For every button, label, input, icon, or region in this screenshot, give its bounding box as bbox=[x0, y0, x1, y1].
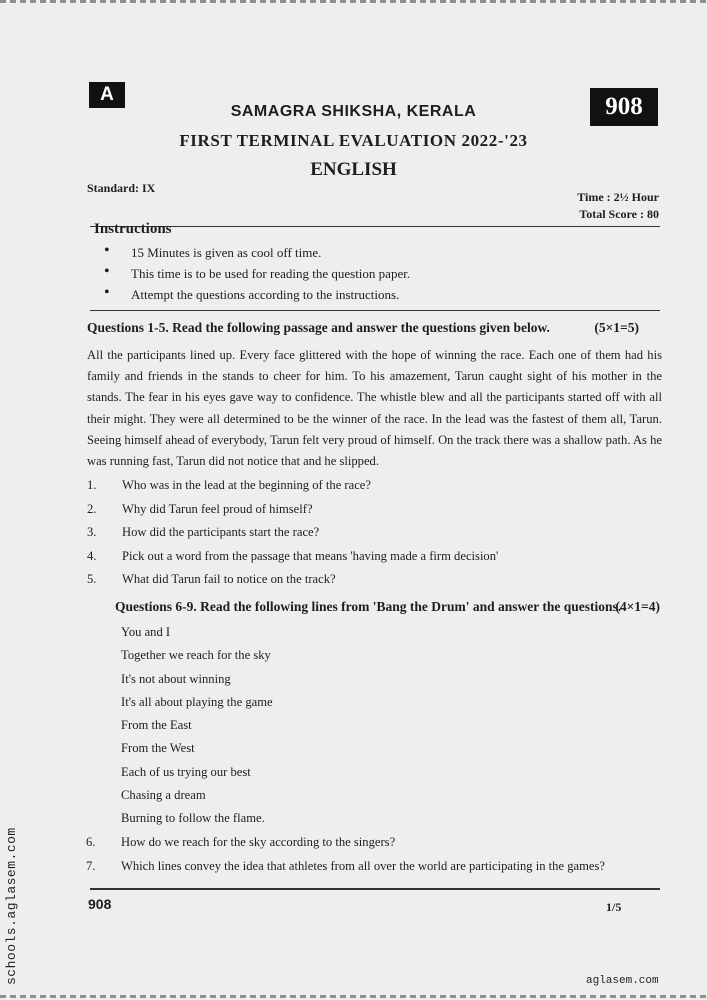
poem-line: From the East bbox=[121, 718, 192, 733]
question-item bbox=[87, 522, 498, 546]
question-text: How do we reach for the sky according to the singers? bbox=[121, 835, 396, 849]
poem-line: It's all about playing the game bbox=[121, 694, 273, 709]
question-item bbox=[86, 832, 605, 856]
question-item bbox=[87, 475, 498, 499]
instructions-heading: Instructions bbox=[94, 221, 172, 237]
poem-line: Chasing a dream bbox=[121, 788, 206, 803]
question-text: Who was in the lead at the beginning of the race? bbox=[122, 478, 371, 492]
instructions-divider bbox=[90, 310, 660, 311]
standard-label: Standard: IX bbox=[87, 181, 156, 195]
organization-title: SAMAGRA SHIKSHA, KERALA bbox=[230, 103, 477, 120]
question-item bbox=[87, 499, 498, 523]
question-number: 5. bbox=[87, 572, 97, 586]
instruction-item: • Attempt the questions according to the instructions. bbox=[104, 284, 410, 305]
reading-passage: All the participants lined up. Every face glittered with the hope of winning the race. Each one of them had his family and friends in the stands to cheer for him. To his amazement, Tarun caught sight of his mother in the stands. The fear in his eyes gave way to confidence. The whistle blew and all the participants started off with all their might. They were all determined to be the winner of the race. In the lead was the fastest of them all, Tarun. Seeing himself ahead of everybody, Tarun felt very proud of himself. On the track there was a shallow path. As he was running fast, Tarun did not notice that and he slipped. bbox=[87, 348, 662, 469]
question-item bbox=[86, 856, 605, 880]
question-text: Pick out a word from the passage that means 'having made a firm decision' bbox=[122, 548, 499, 563]
question-paper-code: 908 bbox=[590, 88, 658, 126]
instruction-item: • This time is to be used for reading the question paper. bbox=[104, 263, 410, 284]
instructions-list bbox=[104, 242, 410, 305]
top-edge-marks bbox=[0, 0, 707, 3]
side-watermark: schools.aglasem.com bbox=[4, 827, 19, 985]
question-text: What did Tarun fail to notice on the track? bbox=[122, 572, 336, 586]
question-number: 7. bbox=[86, 858, 96, 873]
footer-divider bbox=[90, 888, 660, 890]
footer-paper-code: 908 bbox=[88, 896, 112, 912]
section2-heading-row bbox=[115, 599, 660, 615]
series-label: A bbox=[89, 82, 125, 108]
poem-line: Each of us trying our best bbox=[121, 764, 251, 779]
question-text: Why did Tarun feel proud of himself? bbox=[122, 501, 313, 516]
header-divider bbox=[90, 226, 660, 227]
section1-heading: Questions 1-5. Read the following passage and answer the questions given below. bbox=[87, 320, 550, 335]
section1-heading-row bbox=[87, 320, 639, 336]
question-number: 1. bbox=[87, 478, 97, 492]
question-number: 2. bbox=[87, 501, 97, 516]
poem-lines bbox=[121, 622, 273, 832]
total-score-label: Total Score : 80 bbox=[579, 207, 659, 221]
poem-line: Together we reach for the sky bbox=[121, 648, 271, 663]
question-number: 4. bbox=[87, 548, 97, 563]
poem-line: It's not about winning bbox=[121, 671, 231, 686]
time-label: Time : 2½ Hour bbox=[577, 190, 659, 204]
bottom-watermark: aglasem.com bbox=[586, 975, 659, 987]
poem-line: From the West bbox=[121, 741, 195, 756]
question-number: 6. bbox=[86, 835, 96, 849]
subject-title: ENGLISH bbox=[310, 159, 397, 180]
question-text: Which lines convey the idea that athletes from all over the world are participating in the games? bbox=[121, 858, 605, 873]
section1-questions bbox=[87, 475, 498, 593]
page-number: 1/5 bbox=[606, 900, 622, 914]
poem-line: You and I bbox=[121, 625, 171, 639]
section1-marks: (5×1=5) bbox=[594, 320, 639, 335]
section2-marks: (4×1=4) bbox=[615, 599, 660, 614]
poem-line: Burning to follow the flame. bbox=[121, 811, 265, 826]
instruction-item: • 15 Minutes is given as cool off time. bbox=[104, 242, 410, 263]
exam-title: FIRST TERMINAL EVALUATION 2022-'23 bbox=[179, 131, 528, 150]
bottom-edge-marks bbox=[0, 995, 707, 998]
question-item bbox=[87, 546, 498, 570]
section2-questions bbox=[86, 832, 605, 879]
time-score-block bbox=[577, 189, 659, 223]
question-item bbox=[87, 569, 498, 593]
question-text: How did the participants start the race? bbox=[122, 525, 320, 539]
question-number: 3. bbox=[87, 525, 97, 539]
section2-heading: Questions 6-9. Read the following lines from 'Bang the Drum' and answer the questions. bbox=[115, 599, 622, 614]
